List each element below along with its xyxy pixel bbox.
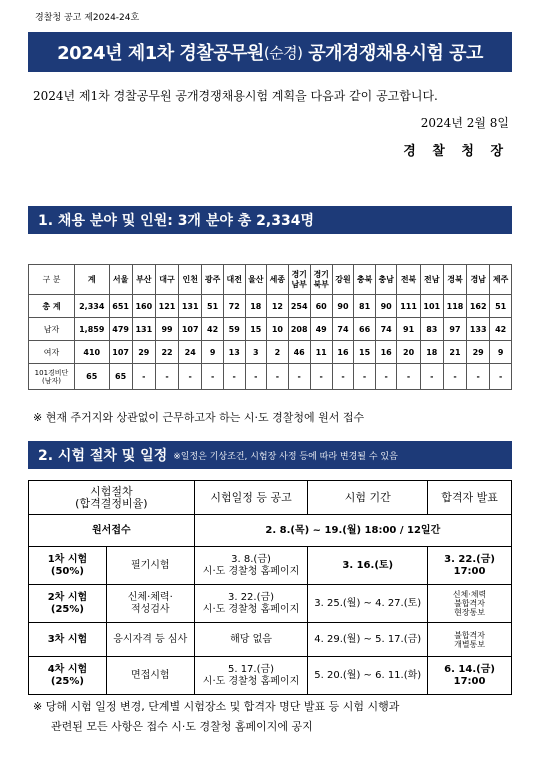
table-header-row <box>29 265 512 295</box>
column-header: 경북 <box>443 265 466 295</box>
table-cell: 131 <box>179 295 202 318</box>
table-row <box>29 341 512 364</box>
column-header: 경남 <box>467 265 490 295</box>
table-cell: 49 <box>310 318 332 341</box>
table-cell: 208 <box>288 318 310 341</box>
column-header: 광주 <box>202 265 224 295</box>
announcement-date: 2024년 2월 8일 <box>420 116 509 130</box>
column-header: 인천 <box>179 265 202 295</box>
table-cell: - <box>155 364 178 390</box>
table-cell: 107 <box>179 318 202 341</box>
table-cell: 83 <box>420 318 443 341</box>
table-cell: 65 <box>109 364 132 390</box>
table-cell: 91 <box>397 318 420 341</box>
table-cell: 42 <box>490 318 512 341</box>
table-cell: 101 <box>420 295 443 318</box>
table-cell: 51 <box>490 295 512 318</box>
table-cell: - <box>310 364 332 390</box>
table-cell: - <box>245 364 267 390</box>
table-cell: 651 <box>109 295 132 318</box>
table-cell: 51 <box>202 295 224 318</box>
table-cell: - <box>375 364 397 390</box>
table-cell: 42 <box>202 318 224 341</box>
table-cell: 21 <box>443 341 466 364</box>
table-cell: 111 <box>397 295 420 318</box>
table-cell: 90 <box>375 295 397 318</box>
section-1-title: 1. 채용 분야 및 인원: 3개 분야 총 2,334명 <box>38 213 314 229</box>
column-header: 제주 <box>490 265 512 295</box>
table-cell: - <box>132 364 155 390</box>
column-header: 울산 <box>245 265 267 295</box>
title-part-3: 공개경쟁채용시험 공고 <box>302 43 483 64</box>
table-cell: 90 <box>332 295 354 318</box>
table-cell: 107 <box>109 341 132 364</box>
table-cell: 74 <box>375 318 397 341</box>
table-cell: 410 <box>75 341 110 364</box>
table-cell: 2,334 <box>75 295 110 318</box>
column-header: 부산 <box>132 265 155 295</box>
table-cell: 15 <box>245 318 267 341</box>
application-label: 원서접수 <box>29 515 195 547</box>
table-cell: - <box>443 364 466 390</box>
table-cell: - <box>332 364 354 390</box>
section-2-header <box>28 441 512 469</box>
table-cell: 74 <box>332 318 354 341</box>
table-cell: - <box>420 364 443 390</box>
table-cell: 2 <box>267 341 289 364</box>
table-row: 1차 시험 (50%) 필기시험 3. 8.(금) 시·도 경찰청 홈페이지 3. 16.(토) 3. 22.(금) 17:00 <box>29 547 512 585</box>
table-cell: - <box>467 364 490 390</box>
table-cell: 81 <box>354 295 376 318</box>
table-row <box>29 364 512 390</box>
page-title <box>28 32 512 72</box>
schedule-table <box>28 480 512 695</box>
table-cell: 9 <box>490 341 512 364</box>
row-label: 남자 <box>29 318 75 341</box>
table-cell: 72 <box>223 295 245 318</box>
table-cell: 162 <box>467 295 490 318</box>
table-cell: 133 <box>467 318 490 341</box>
table-cell: - <box>490 364 512 390</box>
column-header: 서울 <box>109 265 132 295</box>
recruitment-table <box>28 264 512 390</box>
table-row: 3차 시험 응시자격 등 심사 해당 없음 4. 29.(월) ~ 5. 17.(금) 불합격자 개별통보 <box>29 623 512 657</box>
table-cell: - <box>267 364 289 390</box>
column-header: 계 <box>75 265 110 295</box>
table-row <box>29 318 512 341</box>
column-header: 대전 <box>223 265 245 295</box>
table-cell: 29 <box>467 341 490 364</box>
column-header: 전북 <box>397 265 420 295</box>
row-label: 여자 <box>29 341 75 364</box>
table-cell: - <box>202 364 224 390</box>
column-header: 대구 <box>155 265 178 295</box>
title-part-2: (순경) <box>263 43 303 62</box>
table-cell: 97 <box>443 318 466 341</box>
footer-note-line-1: ※ 당해 시험 일정 변경, 단계별 시험장소 및 합격자 명단 발표 등 시험 시행과 <box>33 700 400 713</box>
table-cell: 10 <box>267 318 289 341</box>
table-cell: 22 <box>155 341 178 364</box>
table-cell: 29 <box>132 341 155 364</box>
section-1-header <box>28 206 512 234</box>
table-cell: - <box>288 364 310 390</box>
table-cell: 16 <box>332 341 354 364</box>
footer-note-line-2: 관련된 모든 사항은 접수 시·도 경찰청 홈페이지에 공지 <box>51 720 313 733</box>
table-row: 2차 시험 (25%) 신체·체력· 적성검사 3. 22.(금) 시·도 경찰청 홈페이지 3. 25.(월) ~ 4. 27.(토) 신체·체력 불합격자 현장통보 <box>29 585 512 623</box>
application-note: ※ 현재 주거지와 상관없이 근무하고자 하는 시·도 경찰청에 원서 접수 <box>33 411 365 424</box>
table-cell: 1,859 <box>75 318 110 341</box>
table-cell: - <box>354 364 376 390</box>
table-cell: 12 <box>267 295 289 318</box>
table-cell: 9 <box>202 341 224 364</box>
column-header: 경기북부 <box>310 265 332 295</box>
agency-signature: 경 찰 청 장 <box>403 144 509 159</box>
column-header: 구 분 <box>29 265 75 295</box>
table-cell: 479 <box>109 318 132 341</box>
table-cell: 18 <box>245 295 267 318</box>
table-cell: 3 <box>245 341 267 364</box>
section-2-title: 2. 시험 절차 및 일정 <box>38 448 168 464</box>
table-cell: 16 <box>375 341 397 364</box>
application-period: 2. 8.(목) ~ 19.(월) 18:00 / 12일간 <box>194 515 511 547</box>
title-part-1: 2024년 제1차 경찰공무원 <box>57 43 264 64</box>
table-cell: 20 <box>397 341 420 364</box>
table-cell: 65 <box>75 364 110 390</box>
table-cell: 121 <box>155 295 178 318</box>
section-2-note: ※일정은 기상조건, 시험장 사정 등에 따라 변경될 수 있음 <box>173 451 398 462</box>
table-cell: 60 <box>310 295 332 318</box>
row-label: 총 계 <box>29 295 75 318</box>
table-cell: - <box>179 364 202 390</box>
table-cell: 18 <box>420 341 443 364</box>
table-cell: 99 <box>155 318 178 341</box>
column-header: 충북 <box>354 265 376 295</box>
document-number: 경찰청 공고 제2024-24호 <box>35 13 140 23</box>
table-row: 4차 시험 (25%) 면접시험 5. 17.(금) 시·도 경찰청 홈페이지 5. 20.(월) ~ 6. 11.(화) 6. 14.(금) 17:00 <box>29 657 512 695</box>
table-cell: 13 <box>223 341 245 364</box>
table-cell: 118 <box>443 295 466 318</box>
column-header: 전남 <box>420 265 443 295</box>
table-row <box>29 295 512 318</box>
header-period: 시험 기간 <box>308 481 428 515</box>
table-cell: 66 <box>354 318 376 341</box>
header-notice: 시험일정 등 공고 <box>194 481 308 515</box>
column-header: 경기남부 <box>288 265 310 295</box>
row-label: 101경비단 (남자) <box>29 364 75 390</box>
table-cell: 15 <box>354 341 376 364</box>
column-header: 강원 <box>332 265 354 295</box>
table-cell: 24 <box>179 341 202 364</box>
table-cell: 11 <box>310 341 332 364</box>
intro-text: 2024년 제1차 경찰공무원 공개경쟁채용시험 계획을 다음과 같이 공고합니다. <box>33 89 438 103</box>
header-result: 합격자 발표 <box>428 481 512 515</box>
header-procedure: 시험절차 (합격결정비율) <box>29 481 195 515</box>
column-header: 세종 <box>267 265 289 295</box>
table-cell: 131 <box>132 318 155 341</box>
table-cell: 46 <box>288 341 310 364</box>
table-cell: - <box>397 364 420 390</box>
table-cell: 254 <box>288 295 310 318</box>
table-cell: - <box>223 364 245 390</box>
table-cell: 160 <box>132 295 155 318</box>
table-cell: 59 <box>223 318 245 341</box>
column-header: 충남 <box>375 265 397 295</box>
footer-note <box>33 697 513 737</box>
